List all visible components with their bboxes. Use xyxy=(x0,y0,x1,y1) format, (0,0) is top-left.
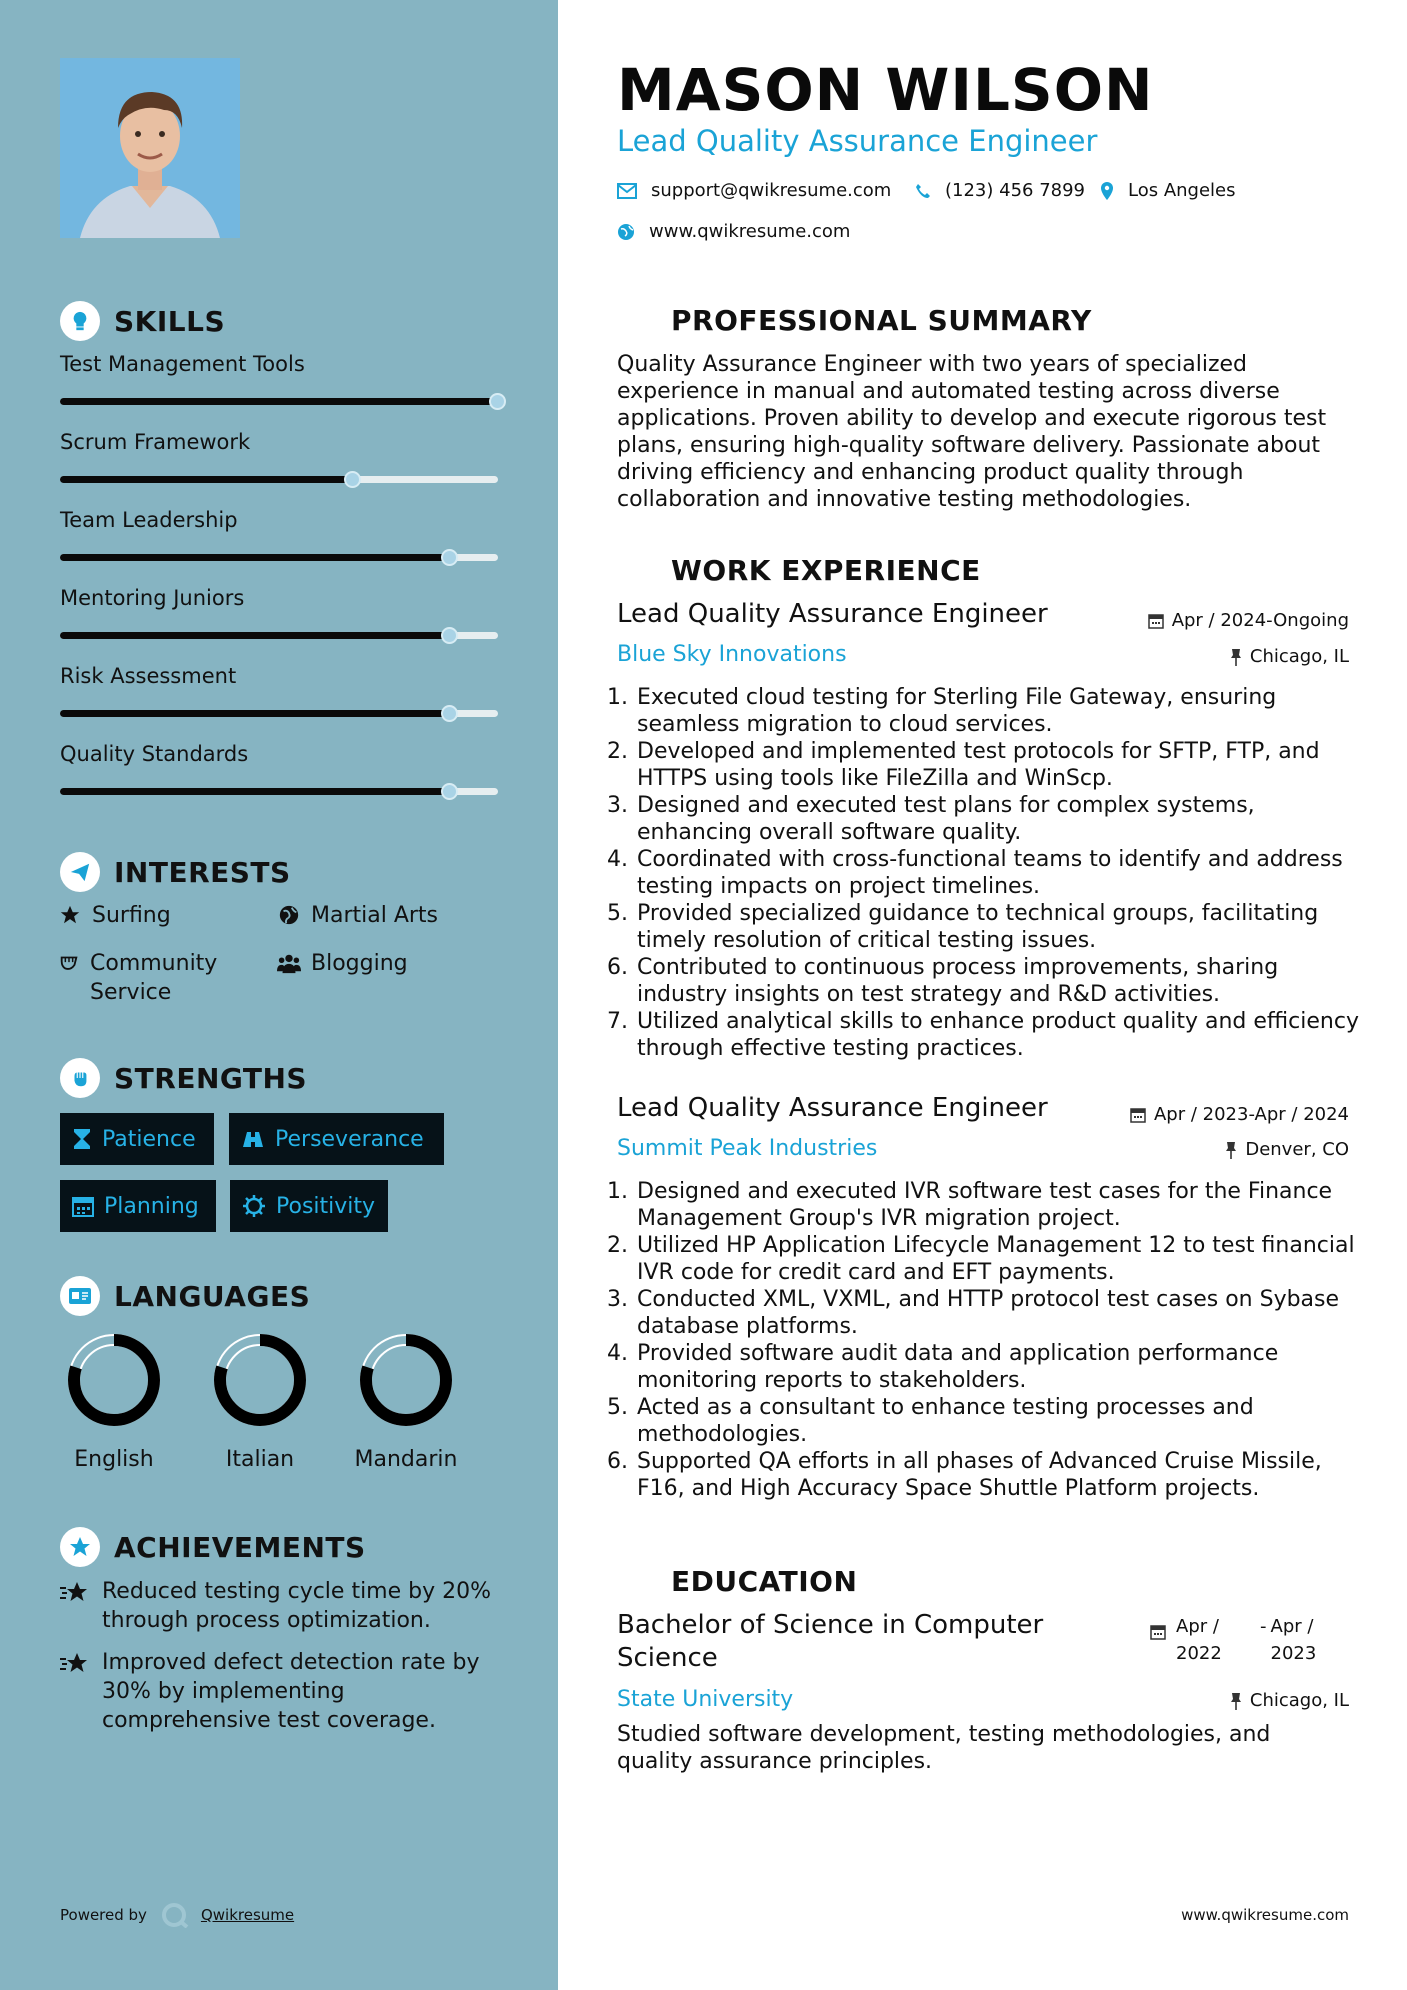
globe-icon xyxy=(617,223,635,241)
language-label: English xyxy=(74,1447,154,1472)
duty-item: 1. Executed cloud testing for Sterling File Gateway, ensuring seamless migration to cloud services. xyxy=(635,684,1375,738)
qwikresume-logo-icon xyxy=(161,1902,191,1928)
education-heading xyxy=(617,1561,857,1601)
achievement-text: Improved defect detection rate by 30% by implementing comprehensive test coverage. xyxy=(102,1650,480,1733)
summary-text: Quality Assurance Engineer with two years of specialized experience in manual and automated testing across diverse applications. Proven ability to develop and execute rigorous test plans, ensuring high-quality software delivery. Passionate about driving efficiency and enhancing product quality through collaboration and innovative testing methodologies. xyxy=(617,352,1327,512)
strength-label: Positivity xyxy=(276,1193,376,1219)
education-end-date: Apr / 2023 xyxy=(1270,1616,1317,1664)
job-company: Summit Peak Industries xyxy=(617,1136,878,1161)
hand-icon xyxy=(58,949,80,974)
duty-item: 5. Provided specialized guidance to technical groups, facilitating timely resolution of critical testing issues. xyxy=(635,900,1375,954)
star-icon xyxy=(60,1577,90,1614)
skill-label: Quality Standards xyxy=(60,742,249,766)
job-location-text: Chicago, IL xyxy=(1249,646,1349,667)
skill-level-knob xyxy=(489,393,506,410)
job-location-text: Denver, CO xyxy=(1245,1139,1349,1160)
achievement-item xyxy=(60,1648,500,1735)
sidebar xyxy=(0,0,558,1990)
star-icon xyxy=(58,901,82,926)
skill-level-knob xyxy=(441,627,458,644)
pushpin-icon xyxy=(1225,1141,1237,1159)
achievement-item xyxy=(60,1577,500,1635)
job-title: Lead Quality Assurance Engineer xyxy=(617,599,1048,629)
language-card-icon xyxy=(60,1276,100,1316)
skill-level-knob xyxy=(441,783,458,800)
users-icon xyxy=(277,949,301,974)
phone-contact xyxy=(915,180,1085,201)
skill-label: Team Leadership xyxy=(60,508,238,532)
duty-item: 1. Designed and executed IVR software test cases for the Finance Management Group's IVR migration project. xyxy=(635,1178,1375,1232)
skill-label: Mentoring Juniors xyxy=(60,586,245,610)
skill-level-knob xyxy=(344,471,361,488)
duty-item: 5. Acted as a consultant to enhance testing processes and methodologies. xyxy=(635,1394,1375,1448)
interests-heading xyxy=(60,852,291,892)
candidate-role: Lead Quality Assurance Engineer xyxy=(617,124,1098,158)
skill-level-knob xyxy=(441,549,458,566)
interest-label: Community Service xyxy=(90,951,218,1005)
strength-label: Planning xyxy=(104,1193,199,1219)
interest-item xyxy=(277,949,408,978)
calendar-icon xyxy=(1148,613,1164,629)
strength-tag xyxy=(229,1113,444,1165)
strength-tag xyxy=(230,1180,388,1232)
languages-heading xyxy=(60,1276,310,1316)
star-icon xyxy=(60,1648,90,1685)
skill-label: Scrum Framework xyxy=(60,430,251,454)
candidate-name: MASON WILSON xyxy=(617,56,1154,124)
user-icon xyxy=(617,300,657,340)
interest-item xyxy=(58,949,258,1007)
achievement-text: Reduced testing cycle time by 20% through process optimization. xyxy=(102,1579,492,1633)
language-label: Mandarin xyxy=(354,1447,458,1472)
job-location xyxy=(1230,646,1349,667)
location-contact xyxy=(1100,180,1236,201)
powered-by xyxy=(60,1902,294,1928)
strength-label: Patience xyxy=(102,1126,196,1152)
strength-tag xyxy=(60,1180,216,1232)
lightbulb-icon xyxy=(60,301,100,341)
language-level-ring xyxy=(356,1330,456,1430)
calendar-icon xyxy=(1130,1107,1146,1123)
binoculars-icon xyxy=(241,1129,265,1149)
footer-website[interactable]: www.qwikresume.com xyxy=(1181,1906,1349,1924)
skill-level-fill xyxy=(60,398,498,405)
job-location xyxy=(1225,1139,1349,1160)
duty-item: 2. Utilized HP Application Lifecycle Management 12 to test financial IVR code for credit card and EFT payments. xyxy=(635,1232,1375,1286)
duty-item: 2. Developed and implemented test protocols for SFTP, FTP, and HTTPS using tools like FileZilla and WinScp. xyxy=(635,738,1375,792)
skill-level-fill xyxy=(60,632,450,639)
skill-level-bar xyxy=(60,476,498,483)
education-dates xyxy=(1150,1613,1333,1667)
school-name: State University xyxy=(617,1687,794,1712)
paper-plane-icon xyxy=(60,852,100,892)
experience-heading xyxy=(617,550,981,590)
profile-photo xyxy=(60,58,240,238)
skill-label: Test Management Tools xyxy=(60,352,305,376)
job-duties xyxy=(617,1178,1375,1502)
calendar-icon xyxy=(1150,1613,1166,1648)
graduation-cap-icon xyxy=(617,1561,657,1601)
duty-item: 3. Designed and executed test plans for complex systems, enhancing overall software quality. xyxy=(635,792,1375,846)
skill-level-fill xyxy=(60,476,353,483)
achievements-heading xyxy=(60,1527,366,1567)
gear-icon xyxy=(242,1194,266,1218)
duty-item: 4. Coordinated with cross-functional teams to identify and address testing impacts on project timelines. xyxy=(635,846,1375,900)
briefcase-icon xyxy=(617,550,657,590)
skill-level-bar xyxy=(60,632,498,639)
location-text: Los Angeles xyxy=(1128,180,1236,201)
hourglass-icon xyxy=(72,1128,92,1150)
skill-level-bar xyxy=(60,788,498,795)
envelope-icon xyxy=(617,183,637,199)
strength-label: Perseverance xyxy=(275,1126,424,1152)
degree-title: Bachelor of Science in Computer Science xyxy=(617,1610,1044,1673)
duty-item: 4. Provided software audit data and application performance monitoring reports to stakeholders. xyxy=(635,1340,1375,1394)
job-dates xyxy=(1130,1104,1349,1125)
skill-level-bar xyxy=(60,398,498,405)
interest-label: Martial Arts xyxy=(311,903,439,928)
interest-label: Blogging xyxy=(311,951,408,976)
interest-label: Surfing xyxy=(92,903,171,928)
qwikresume-link[interactable]: Qwikresume xyxy=(200,1906,295,1924)
skill-level-bar xyxy=(60,710,498,717)
powered-by-label: Powered by xyxy=(60,1906,147,1924)
education-location xyxy=(1230,1690,1349,1711)
summary-heading xyxy=(617,300,1092,340)
education-description: Studied software development, testing methodologies, and quality assurance principles. xyxy=(617,1722,1271,1774)
duty-item: 3. Conducted XML, VXML, and HTTP protocol test cases on Sybase database platforms. xyxy=(635,1286,1375,1340)
job-title: Lead Quality Assurance Engineer xyxy=(617,1093,1048,1123)
language-level-ring xyxy=(210,1330,310,1430)
summary-title: PROFESSIONAL SUMMARY xyxy=(671,303,1092,337)
education-start-date: Apr / 2022 xyxy=(1176,1616,1222,1664)
skills-heading xyxy=(60,301,225,341)
strengths-title: STRENGTHS xyxy=(114,1061,308,1095)
achievements-title: ACHIEVEMENTS xyxy=(114,1530,366,1564)
skill-label: Risk Assessment xyxy=(60,664,237,688)
interests-title: INTERESTS xyxy=(114,855,291,889)
skill-level-fill xyxy=(60,710,450,717)
skill-level-bar xyxy=(60,554,498,561)
job-dates xyxy=(1148,610,1349,631)
language-level-ring xyxy=(64,1330,164,1430)
language-label: Italian xyxy=(225,1447,295,1472)
pushpin-icon xyxy=(1230,1692,1242,1710)
strength-tag xyxy=(60,1113,214,1165)
job-dates-text: Apr / 2024-Ongoing xyxy=(1171,610,1349,631)
skill-level-fill xyxy=(60,788,450,795)
calendar-icon xyxy=(72,1195,94,1217)
strengths-heading xyxy=(60,1058,307,1098)
interest-item xyxy=(277,901,438,930)
job-dates-text: Apr / 2023-Apr / 2024 xyxy=(1153,1104,1349,1125)
date-separator: - xyxy=(1260,1616,1267,1637)
interest-item xyxy=(58,901,171,930)
experience-title: WORK EXPERIENCE xyxy=(671,553,981,587)
phone-text[interactable]: (123) 456 7899 xyxy=(945,180,1086,201)
website-contact xyxy=(617,221,850,242)
fist-icon xyxy=(60,1058,100,1098)
globe-icon xyxy=(277,901,301,926)
skills-title: SKILLS xyxy=(114,304,226,338)
skill-level-fill xyxy=(60,554,450,561)
email-text[interactable]: support@qwikresume.com xyxy=(651,180,892,201)
star-badge-icon xyxy=(60,1527,100,1567)
skill-level-knob xyxy=(441,705,458,722)
education-location-text: Chicago, IL xyxy=(1249,1690,1349,1711)
map-pin-icon xyxy=(1100,182,1114,200)
duty-item: 6. Supported QA efforts in all phases of Advanced Cruise Missile, F16, and High Accuracy Space Shuttle Platform projects. xyxy=(635,1448,1375,1502)
website-text[interactable]: www.qwikresume.com xyxy=(649,221,851,242)
job-duties xyxy=(617,684,1375,1062)
education-title: EDUCATION xyxy=(671,1564,858,1598)
email-contact xyxy=(617,180,891,201)
duty-item: 6. Contributed to continuous process improvements, sharing industry insights on test strategy and R&D activities. xyxy=(635,954,1375,1008)
duty-item: 7. Utilized analytical skills to enhance product quality and efficiency through effective testing practices. xyxy=(635,1008,1375,1062)
phone-icon xyxy=(915,183,931,199)
pushpin-icon xyxy=(1230,648,1242,666)
languages-title: LANGUAGES xyxy=(114,1279,311,1313)
job-company: Blue Sky Innovations xyxy=(617,642,847,667)
